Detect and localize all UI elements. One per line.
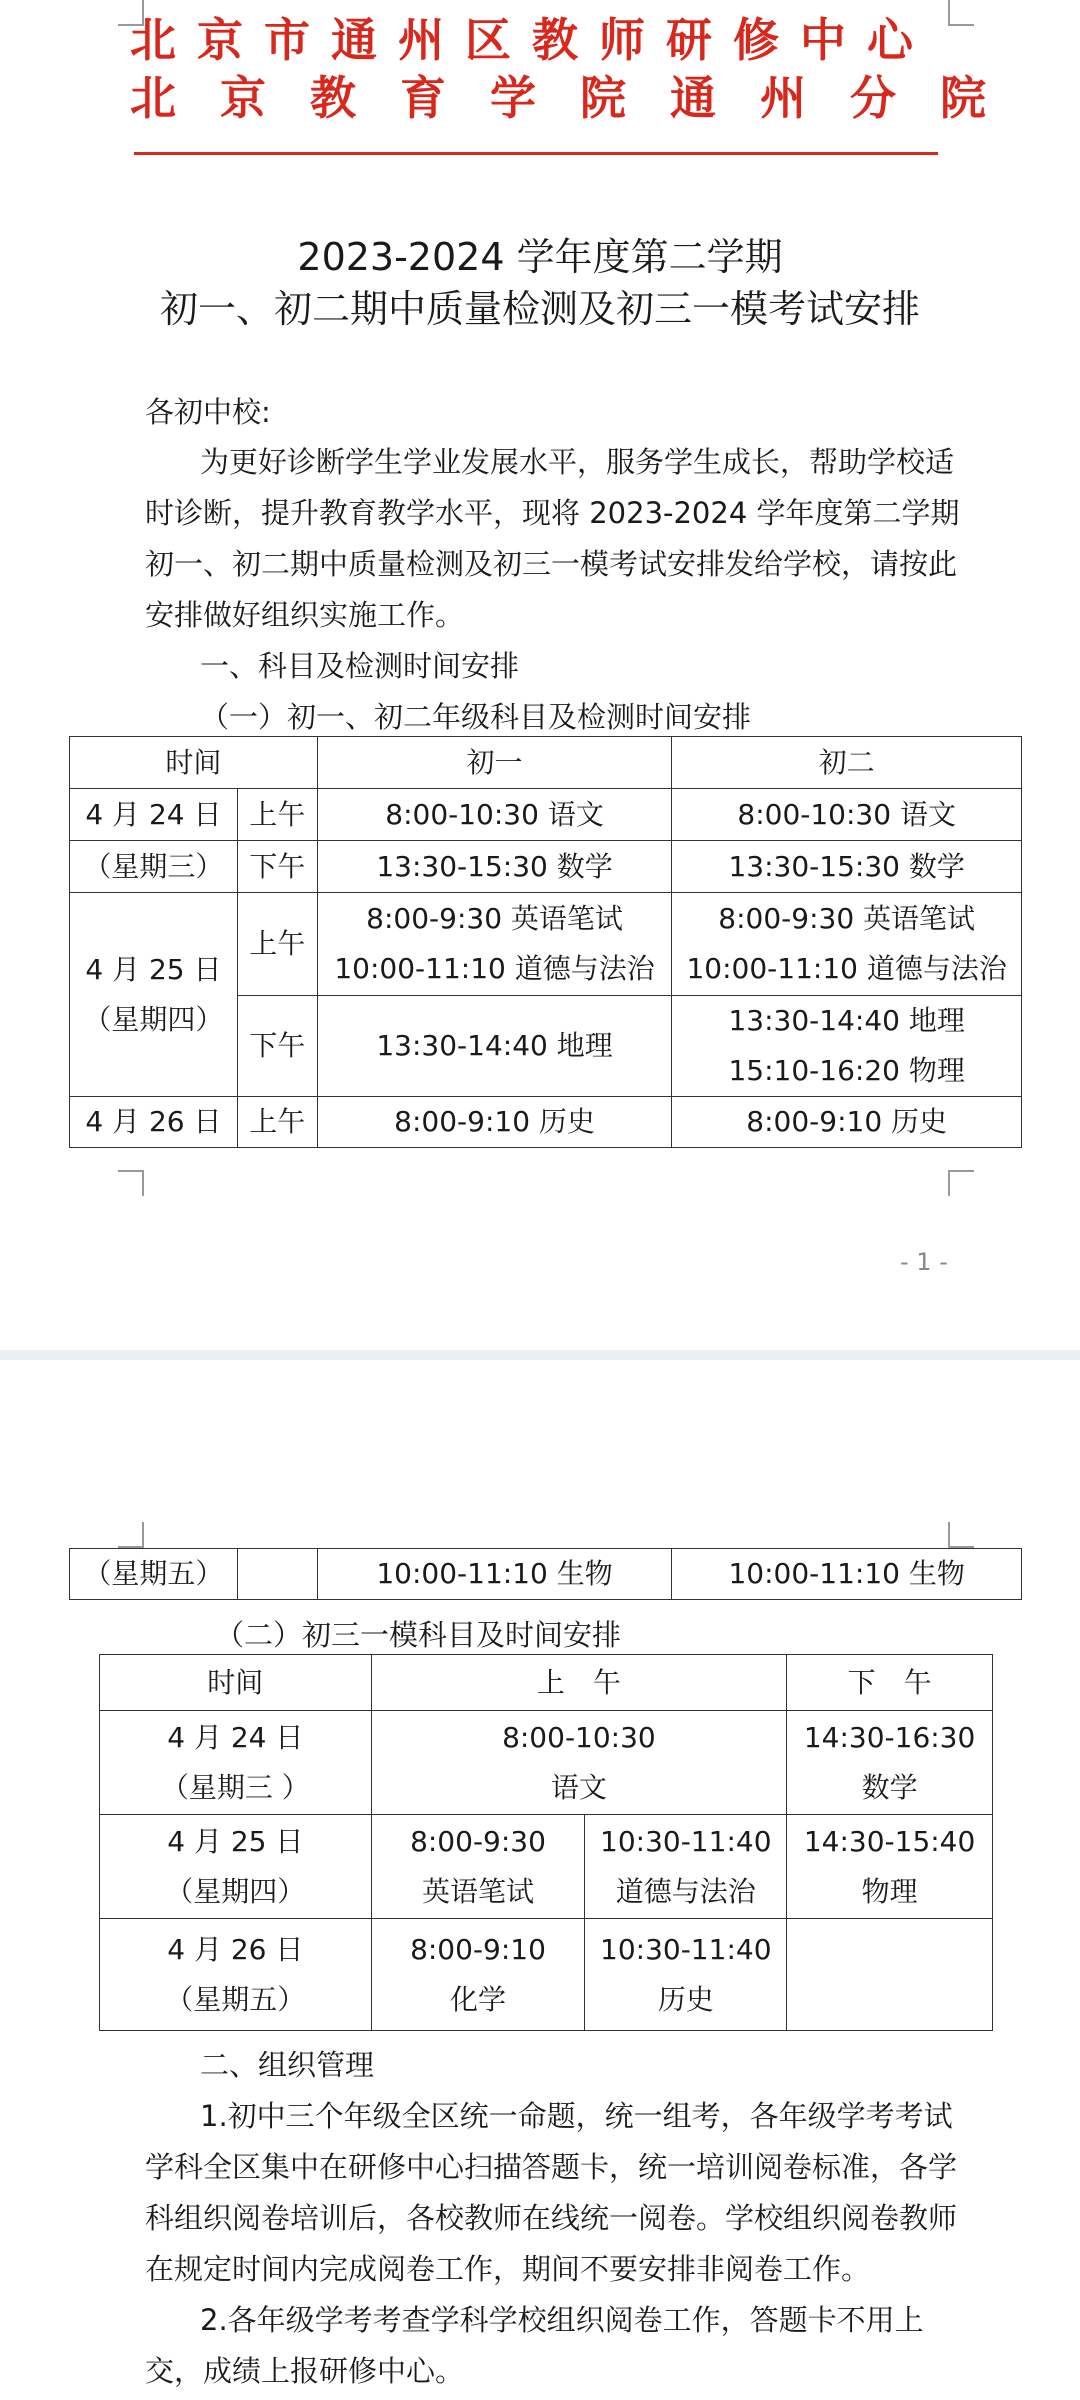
- weekday-text: （星期三 ）: [160, 1770, 310, 1804]
- date-text: 4 月 26 日: [167, 1932, 304, 1966]
- schedule-cell: 10:00-11:10 生物: [672, 1549, 1022, 1600]
- intro-line: 初一、初二期中质量检测及初三一模考试安排发给学校，请按此: [145, 547, 958, 581]
- letterhead-line-2: 北京教育学院通州分院: [130, 71, 1030, 125]
- item-2-line: 2.各年级学考考查学科学校组织阅卷工作，答题卡不用上: [200, 2303, 924, 2337]
- schedule-line: 8:00-9:30 英语笔试: [718, 902, 976, 935]
- grade-1-2-schedule-table-continued: [69, 1548, 1022, 1600]
- schedule-cell: 13:30-15:30 数学: [672, 841, 1022, 893]
- section-heading-1: 一、科目及检测时间安排: [200, 649, 520, 683]
- schedule-cell: 8:00-10:30 语文: [317, 789, 672, 841]
- intro-line: 为更好诊断学生学业发展水平，服务学生成长，帮助学校适: [200, 445, 955, 479]
- item-1-line: 学科全区集中在研修中心扫描答题卡，统一培训阅卷标准，各学: [145, 2150, 958, 2184]
- table-header-time: 时间: [70, 737, 318, 789]
- page-number: - 1 -: [900, 1248, 948, 1276]
- item-1-line: 科组织阅卷培训后，各校教师在线统一阅卷。学校组织阅卷教师: [145, 2201, 958, 2235]
- intro-line: 时诊断，提升教育教学水平，现将 2023-2024 学年度第二学期: [145, 496, 960, 530]
- exam-subject: 化学: [449, 1982, 506, 2016]
- subsection-heading-1: （一）初一、初二年级科目及检测时间安排: [200, 700, 752, 734]
- period-cell: 下午: [237, 996, 317, 1097]
- period-cell: [237, 1549, 317, 1600]
- exam-cell: [585, 1919, 787, 2031]
- schedule-line: 10:00-11:10 道德与法治: [686, 952, 1007, 985]
- weekday-text: （星期四）: [83, 1002, 224, 1036]
- weekday-text: （星期五）: [165, 1982, 306, 2016]
- period-cell: 上午: [237, 789, 317, 841]
- item-2-line: 交，成绩上报研修中心。: [145, 2354, 465, 2388]
- period-cell: 下午: [237, 841, 317, 893]
- letterhead-line-1: 北京市通州区教师研修中心: [130, 13, 934, 67]
- date-cell: [100, 1711, 372, 1815]
- exam-cell: [787, 1711, 993, 1815]
- exam-cell-empty: [787, 1919, 993, 2031]
- exam-time: 10:30-11:40: [600, 1932, 772, 1966]
- table-header-morning: 上 午: [371, 1655, 787, 1711]
- exam-time: 14:30-15:40: [803, 1824, 976, 1858]
- exam-time: 14:30-16:30: [803, 1720, 976, 1754]
- exam-subject: 道德与法治: [615, 1874, 756, 1908]
- table-header-afternoon: 下 午: [787, 1655, 993, 1711]
- schedule-line: 8:00-9:30 英语笔试: [366, 902, 623, 935]
- page-corner-mark: [948, 1522, 974, 1548]
- exam-time: 8:00-9:10: [410, 1932, 546, 1966]
- weekday-cell: （星期五）: [70, 1549, 238, 1600]
- page-corner-mark: [118, 1522, 144, 1548]
- intro-line: 安排做好组织实施工作。: [145, 598, 465, 632]
- schedule-cell: [672, 996, 1022, 1097]
- schedule-cell: 8:00-9:10 历史: [317, 1097, 672, 1148]
- exam-cell: [371, 1815, 585, 1919]
- exam-cell: [371, 1711, 787, 1815]
- schedule-cell: 8:00-10:30 语文: [672, 789, 1022, 841]
- exam-time: 8:00-10:30: [502, 1720, 656, 1754]
- table-header-time: 时间: [100, 1655, 372, 1711]
- document-page-2: [0, 1360, 1080, 2400]
- grade-1-2-schedule-table: [69, 736, 1022, 1148]
- exam-subject: 英语笔试: [421, 1874, 534, 1908]
- period-cell: 上午: [237, 893, 317, 996]
- date-cell: [70, 893, 238, 1097]
- exam-time: 10:30-11:40: [600, 1824, 772, 1858]
- date-cell: [100, 1815, 372, 1919]
- schedule-cell: 13:30-15:30 数学: [317, 841, 672, 893]
- schedule-line: 15:10-16:20 物理: [728, 1054, 965, 1087]
- exam-cell: [585, 1815, 787, 1919]
- page-corner-mark: [948, 0, 974, 26]
- weekday-text: （星期四）: [165, 1874, 306, 1908]
- exam-time: 8:00-9:30: [410, 1824, 546, 1858]
- date-text: 4 月 24 日: [167, 1720, 304, 1754]
- weekday-cell: （星期三）: [70, 841, 238, 893]
- page-corner-mark: [948, 1170, 974, 1196]
- schedule-line: 13:30-14:40 地理: [728, 1004, 965, 1037]
- schedule-cell: 8:00-9:10 历史: [672, 1097, 1022, 1148]
- exam-subject: 物理: [861, 1874, 918, 1908]
- date-text: 4 月 25 日: [85, 952, 222, 986]
- schedule-line: 10:00-11:10 道德与法治: [334, 952, 655, 985]
- section-heading-2: 二、组织管理: [200, 2048, 375, 2082]
- document-title-line-2: 初一、初二期中质量检测及初三一模考试安排: [159, 287, 920, 331]
- date-text: 4 月 25 日: [167, 1824, 304, 1858]
- item-1-line: 1.初中三个年级全区统一命题，统一组考，各年级学考考试: [200, 2099, 953, 2133]
- exam-subject: 数学: [861, 1770, 918, 1804]
- schedule-cell: 10:00-11:10 生物: [317, 1549, 672, 1600]
- item-1-line: 在规定时间内完成阅卷工作，期间不要安排非阅卷工作。: [145, 2252, 871, 2286]
- exam-subject: 历史: [657, 1982, 714, 2016]
- table-header-grade-2: 初二: [672, 737, 1022, 789]
- page-separator: [0, 1350, 1080, 1360]
- table-header-grade-1: 初一: [317, 737, 672, 789]
- subsection-heading-2: （二）初三一模科目及时间安排: [215, 1618, 622, 1652]
- exam-subject: 语文: [550, 1770, 607, 1804]
- date-cell: [100, 1919, 372, 2031]
- document-title-line-1: 2023-2024 学年度第二学期: [297, 235, 783, 279]
- schedule-cell: [317, 893, 672, 996]
- salutation: 各初中校:: [145, 395, 271, 429]
- exam-cell: [787, 1815, 993, 1919]
- date-cell: 4 月 24 日: [70, 789, 238, 841]
- page-corner-mark: [118, 1170, 144, 1196]
- grade-3-mock-exam-table: [99, 1654, 993, 2031]
- letterhead-divider: [134, 152, 938, 155]
- exam-cell: [371, 1919, 585, 2031]
- period-cell: 上午: [237, 1097, 317, 1148]
- schedule-cell: 13:30-14:40 地理: [317, 996, 672, 1097]
- schedule-cell: [672, 893, 1022, 996]
- date-cell: 4 月 26 日: [70, 1097, 238, 1148]
